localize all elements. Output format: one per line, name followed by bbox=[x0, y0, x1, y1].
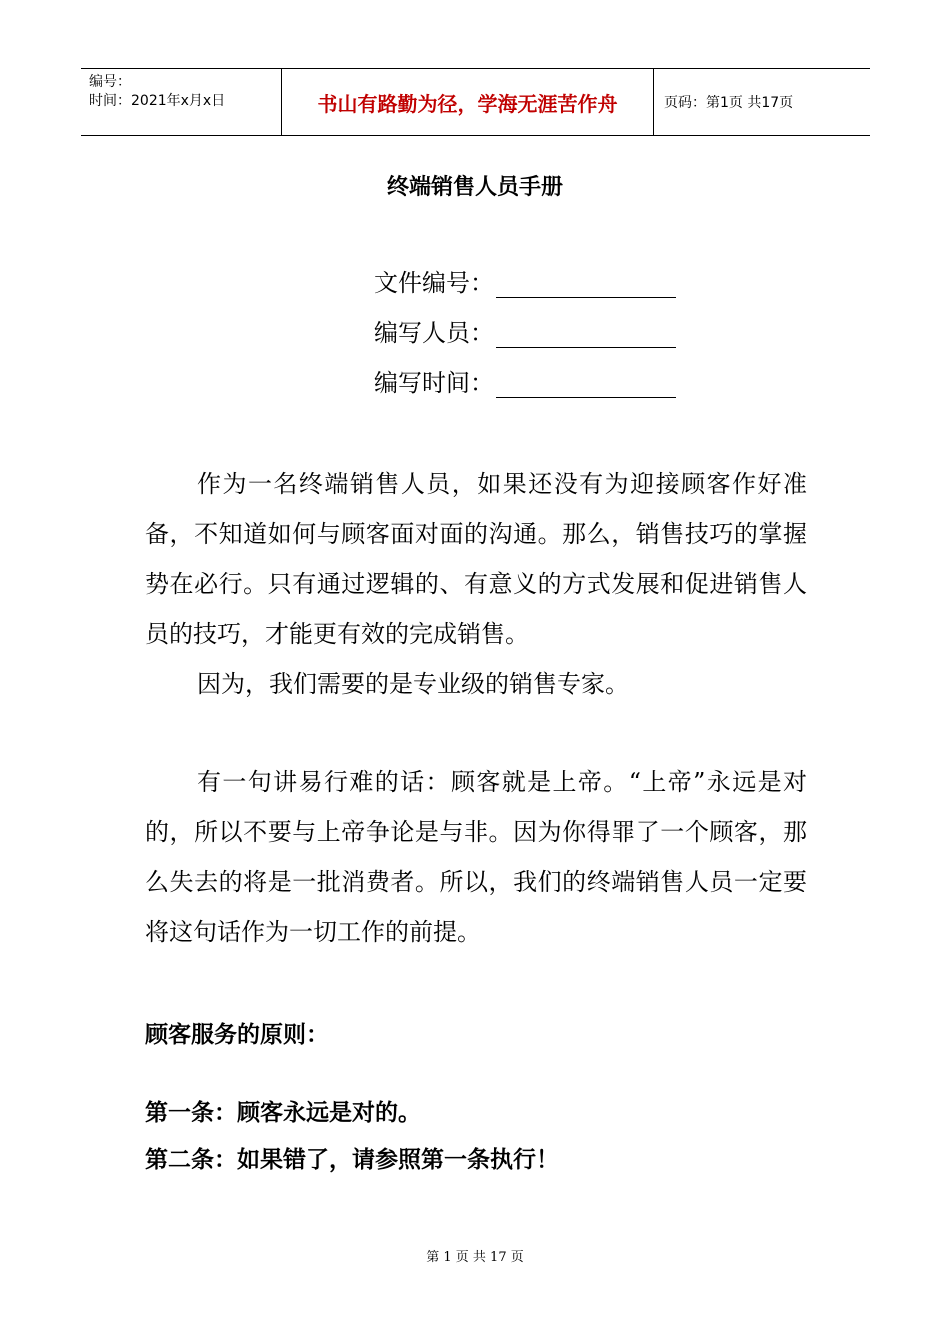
field-date bbox=[374, 366, 676, 398]
principles-heading: 顾客服务的原则： bbox=[145, 1022, 329, 1048]
field-file-number bbox=[374, 266, 676, 298]
document-title: 终端销售人员手册 bbox=[386, 175, 563, 200]
field-author-label: 编写人员： bbox=[374, 319, 494, 347]
header-page-info: 页码：第1页 共17页 bbox=[664, 95, 794, 111]
principle-rule-2: 第二条：如果错了，请参照第一条执行！ bbox=[145, 1147, 559, 1173]
field-date-blank[interactable] bbox=[496, 371, 676, 398]
header-meta-cell bbox=[81, 69, 282, 135]
field-file-number-label: 文件编号： bbox=[374, 269, 494, 297]
field-file-number-blank[interactable] bbox=[496, 271, 676, 298]
document-header bbox=[81, 68, 870, 136]
header-motto: 书山有路勤为径，学海无涯苦作舟 bbox=[282, 69, 654, 135]
field-date-label: 编写时间： bbox=[374, 369, 494, 397]
header-number-label: 编号： bbox=[89, 74, 131, 90]
field-author-blank[interactable] bbox=[496, 321, 676, 348]
page-footer: 第 1 页 共 17 页 bbox=[426, 1250, 524, 1265]
header-date-label: 时间：2021年x月x日 bbox=[89, 93, 226, 109]
paragraph-experts: 因为，我们需要的是专业级的销售专家。 bbox=[197, 670, 629, 698]
paragraph-intro: 作为一名终端销售人员，如果还没有为迎接顾客作好准备，不知道如何与顾客面对面的沟通。那么，销售技巧的掌握势在必行。只有通过逻辑的、有意义的方式发展和促进销售人员的技巧，才能更有效的完成销售。 bbox=[145, 470, 807, 648]
paragraph-customer-god: 有一句讲易行难的话：顾客就是上帝。“上帝”永远是对的，所以不要与上帝争论是与非。因为你得罪了一个顾客，那么失去的将是一批消费者。所以，我们的终端销售人员一定要将这句话作为一切工作的前提。 bbox=[145, 768, 807, 946]
field-author bbox=[374, 316, 676, 348]
principle-rule-1: 第一条：顾客永远是对的。 bbox=[145, 1100, 421, 1126]
